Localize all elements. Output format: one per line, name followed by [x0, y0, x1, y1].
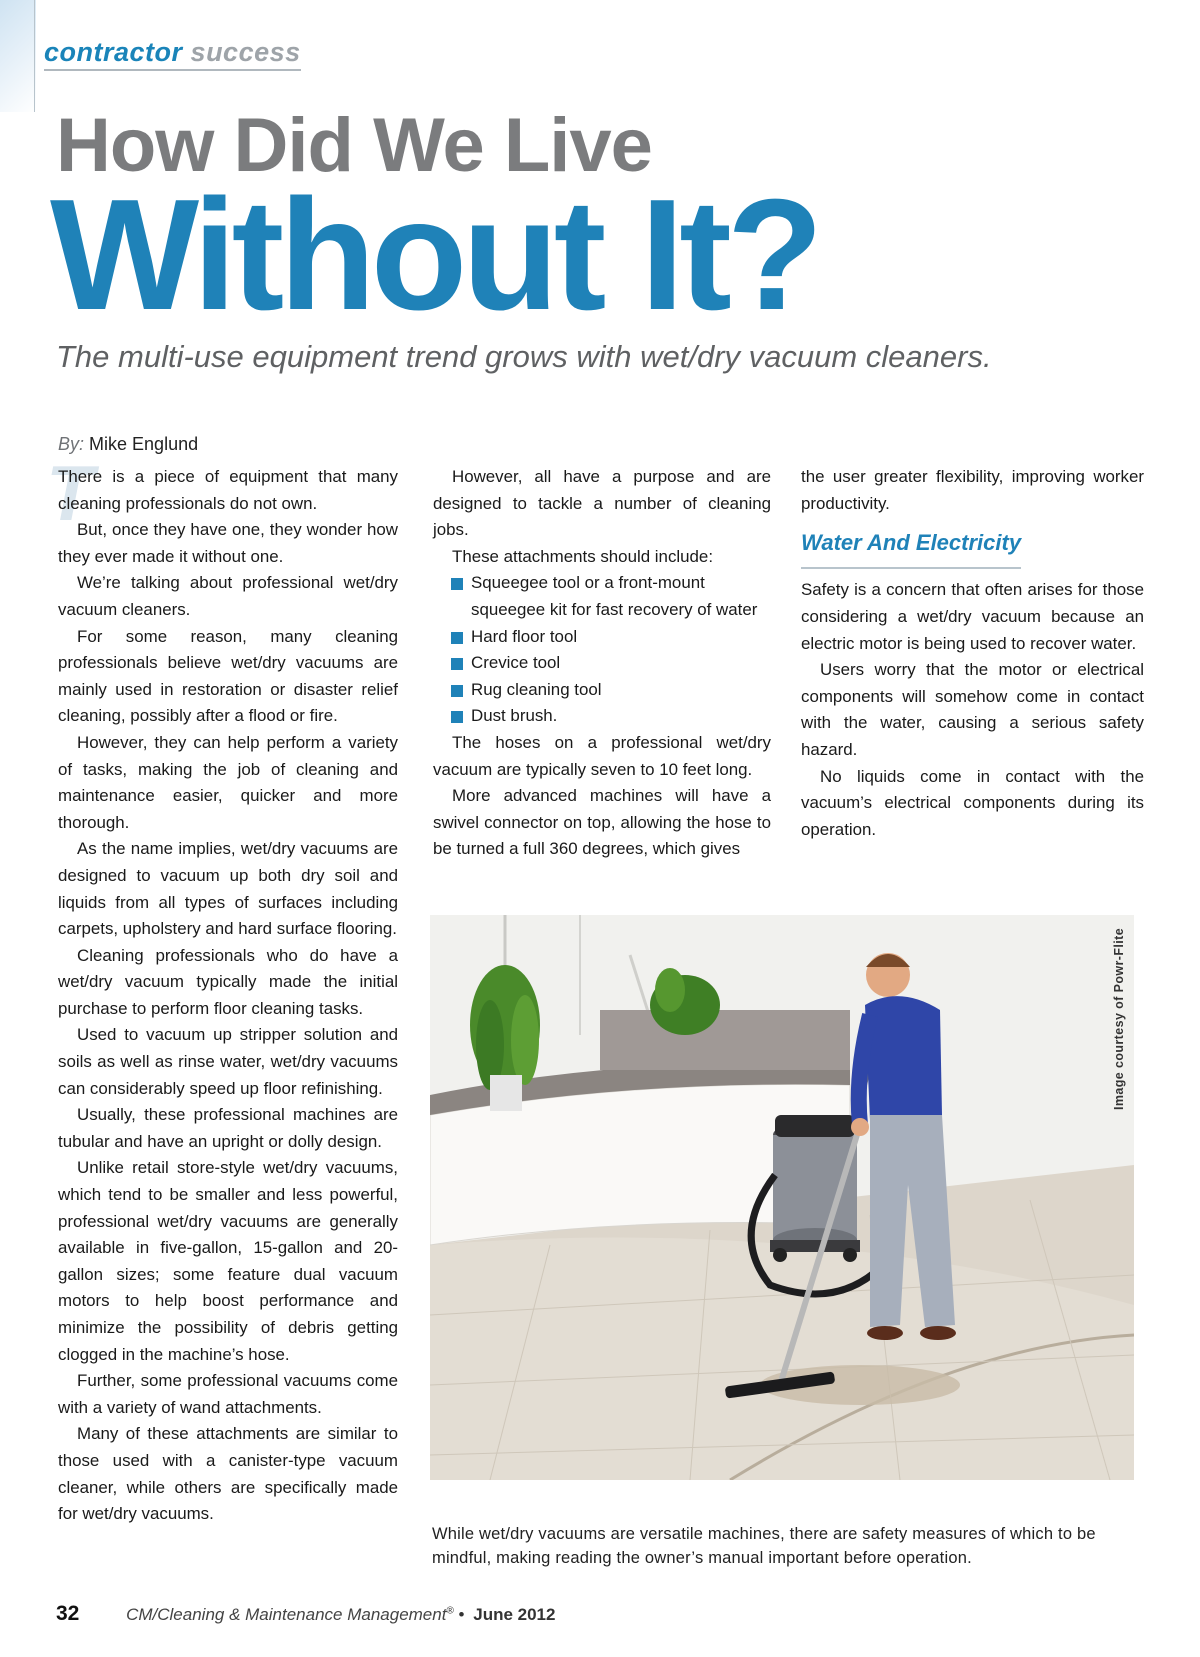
page-footer [56, 1602, 555, 1626]
column-2 [433, 464, 771, 863]
paragraph: However, they can help perform a variety of tasks, making the job of cleaning and maintenance easier, quicker and more thorough. [58, 732, 398, 832]
registered-mark: ® [446, 1605, 454, 1617]
list-item [433, 703, 771, 730]
list-item [433, 624, 771, 651]
subheading: Water And Electricity [801, 517, 1021, 569]
corner-gradient [0, 0, 36, 112]
list-item [433, 570, 771, 623]
paragraph: Safety is a concern that often arises for those considering a wet/dry vacuum because an electric motor is being used to recover water. [801, 580, 1144, 653]
corner-rule [34, 0, 35, 112]
paragraph: As the name implies, wet/dry vacuums are designed to vacuum up both dry soil and liquids from all types of surfaces including carpets, upholstery and hard surface flooring. [58, 839, 398, 939]
paragraph: Unlike retail store-style wet/dry vacuums, which tend to be smaller and less powerful, professional wet/dry vacuums are generally available in five-gallon, 15-gallon and 20-gallon sizes; some feature dual vacuum motors to help boost performance and minimize the possibility of debris getting clogged in the machine’s hose. [58, 1158, 398, 1364]
deck-subtitle: The multi-use equipment trend grows with wet/dry vacuum cleaners. [56, 339, 992, 374]
paragraph: No liquids come in contact with the vacuum’s electrical components during its operation. [801, 766, 1144, 839]
paragraph: These attachments should include: [452, 546, 714, 566]
paragraph: More advanced machines will have a swivel connector on top, allowing the hose to be turned a full 360 degrees, which gives [433, 786, 771, 859]
photo-credit: Image courtesy of Powr-Flite [1112, 927, 1126, 1110]
paragraph: But, once they have one, they wonder how they ever made it without one. [58, 520, 398, 566]
column-1 [58, 464, 398, 1528]
bullet-square-icon [451, 711, 463, 723]
section-label [44, 38, 301, 71]
paragraph: The hoses on a professional wet/dry vacuum are typically seven to 10 feet long. [433, 732, 771, 779]
subheading-wrap [801, 517, 1144, 569]
paragraph: Usually, these professional machines are tubular and have an upright or dolly design. [58, 1105, 398, 1151]
paragraph: Cleaning professionals who do have a wet/dry vacuum typically made the initial purchase to perform floor cleaning tasks. [58, 945, 398, 1018]
paragraph: However, all have a purpose and are designed to tackle a number of cleaning jobs. [433, 467, 771, 540]
paragraph: We’re talking about professional wet/dry vacuum cleaners. [58, 573, 398, 619]
column-3 [801, 464, 1144, 843]
publication-name: CM/Cleaning & Maintenance Management [126, 1605, 447, 1624]
list-item [433, 677, 771, 704]
bullet-square-icon [451, 632, 463, 644]
list-item-text: Dust brush. [471, 706, 558, 726]
list-item [433, 650, 771, 677]
headline-line-1: How Did We Live [56, 103, 652, 188]
list-item-text: Rug cleaning tool [471, 679, 602, 699]
list-item-text: Hard floor tool [471, 626, 578, 646]
photo-caption: While wet/dry vacuums are versatile machines, there are safety measures of which to be mindful, making reading the owner’s manual important before operation. [432, 1525, 1096, 1567]
list-item-text: Crevice tool [471, 653, 561, 673]
footer-separator: • [458, 1605, 465, 1624]
bullet-square-icon [451, 578, 463, 590]
paragraph: Used to vacuum up stripper solution and soils as well as rinse water, wet/dry vacuums can considerably speed up floor refinishing. [58, 1025, 398, 1098]
article-photo [430, 915, 1134, 1480]
attachment-list [433, 570, 771, 730]
photo-illustration [430, 915, 1134, 1480]
paragraph: Many of these attachments are similar to those used with a canister-type vacuum cleaner, while others are specifically made for wet/dry vacuums. [58, 1424, 398, 1524]
paragraph: Users worry that the motor or electrical components will somehow come in contact with the water, causing a serious safety hazard. [801, 660, 1144, 759]
paragraph: Further, some professional vacuums come with a variety of wand attachments. [58, 1371, 398, 1417]
paragraph-continuation: the user greater flexibility, improving worker productivity. [801, 467, 1144, 513]
bullet-square-icon [451, 685, 463, 697]
page-number: 32 [56, 1602, 80, 1625]
section-label-secondary: success [190, 37, 301, 67]
list-item-text: Squeegee tool or a front-mount squeegee kit for fast recovery of water [471, 573, 758, 619]
byline-author: Mike Englund [89, 434, 199, 454]
issue-date: June 2012 [473, 1605, 556, 1624]
paragraph: For some reason, many cleaning professionals believe wet/dry vacuums are mainly used in restoration or disaster relief cleaning, possibly after a flood or fire. [58, 626, 398, 726]
headline-line-2: Without It? [50, 167, 819, 343]
section-label-primary: contractor [44, 37, 183, 67]
bullet-square-icon [451, 658, 463, 670]
byline-label: By: [58, 434, 85, 454]
paragraph: There is a piece of equipment that many cleaning professionals do not own. [58, 467, 398, 513]
drop-cap: T [46, 449, 94, 537]
